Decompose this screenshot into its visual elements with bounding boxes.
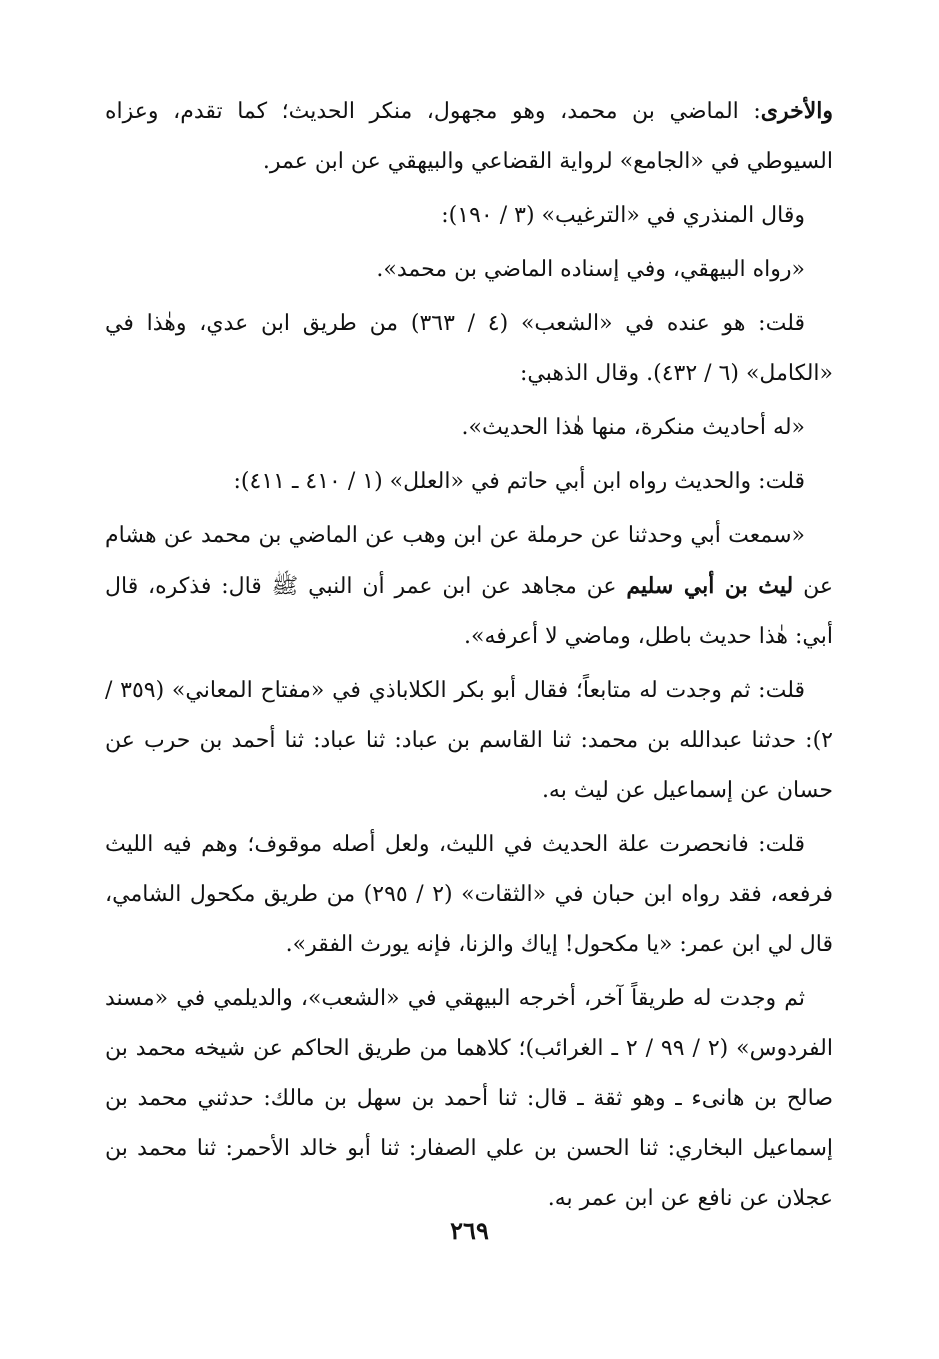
- paragraph-7-text-before: «سمعت أبي وحدثنا عن حرملة عن ابن وهب عن الماضي بن محمد عن هشام عن: [105, 523, 833, 599]
- paragraph-1-lead: والأخرى: [760, 98, 833, 124]
- paragraph-7-bold-name: ليث بن أبي سليم: [626, 573, 794, 599]
- paragraph-4: قلت: هو عنده في «الشعب» (٤ / ٣٦٣) من طريق ابن عدي، وهٰذا في «الكامل» (٦ / ٤٣٢). وقال الذهبي:: [105, 311, 833, 386]
- paragraph-5: «له أحاديث منكرة، منها هٰذا الحديث».: [461, 415, 805, 440]
- page-body: [105, 86, 833, 1224]
- paragraph-7-text-after: عن مجاهد عن ابن عمر أن النبي ﷺ قال: فذكره، قال أبي: هٰذا حديث باطل، وماضي لا أعرفه».: [105, 574, 833, 649]
- paragraph-2: وقال المنذري في «الترغيب» (٣ / ١٩٠):: [441, 203, 805, 228]
- paragraph-1: [105, 86, 833, 187]
- page-number: ٢٦٩: [450, 1216, 489, 1245]
- paragraph-9: قلت: فانحصرت علة الحديث في الليث، ولعل أصله موقوف؛ وهم فيه الليث فرفعه، فقد رواه ابن حبان في «الثقات» (٢ / ٢٩٥) من طريق مكحول الشامي، قال لي ابن عمر: «يا مكحول! إياك والزنا، فإنه يورث الفقر».: [105, 832, 833, 957]
- paragraph-3: «رواه البيهقي، وفي إسناده الماضي بن محمد».: [376, 257, 805, 282]
- paragraph-10: ثم وجدت له طريقاً آخر، أخرجه البيهقي في «الشعب»، والديلمي في «مسند الفردوس» (٢ / ٩٩ / ٢ ـ الغرائب)؛ كلاهما من طريق الحاكم عن شيخه محمد بن صالح بن هانىء ـ وهو ثقة ـ قال: ثنا أحمد بن سهل بن مالك: حدثني محمد بن إسماعيل البخاري: ثنا الحسن بن علي الصفار: ثنا أبو خالد الأحمر: ثنا محمد بن عجلان عن نافع عن ابن عمر به.: [105, 986, 833, 1211]
- paragraph-6: قلت: والحديث رواه ابن أبي حاتم في «العلل» (١ / ٤١٠ ـ ٤١١):: [233, 469, 805, 494]
- paragraph-1-text: : الماضي بن محمد، وهو مجهول، منكر الحديث؛ كما تقدم، وعزاه السيوطي في «الجامع» لرواية القضاعي والبيهقي عن ابن عمر.: [105, 99, 833, 174]
- paragraph-7: [105, 511, 833, 662]
- paragraph-8: قلت: ثم وجدت له متابعاً؛ فقال أبو بكر الكلاباذي في «مفتاح المعاني» (٣٥٩ / ٢): حدثنا عبدالله بن محمد: ثنا القاسم بن عباد: ثنا عباد: ثنا أحمد بن حرب عن حسان عن إسماعيل عن ليث به.: [105, 678, 833, 803]
